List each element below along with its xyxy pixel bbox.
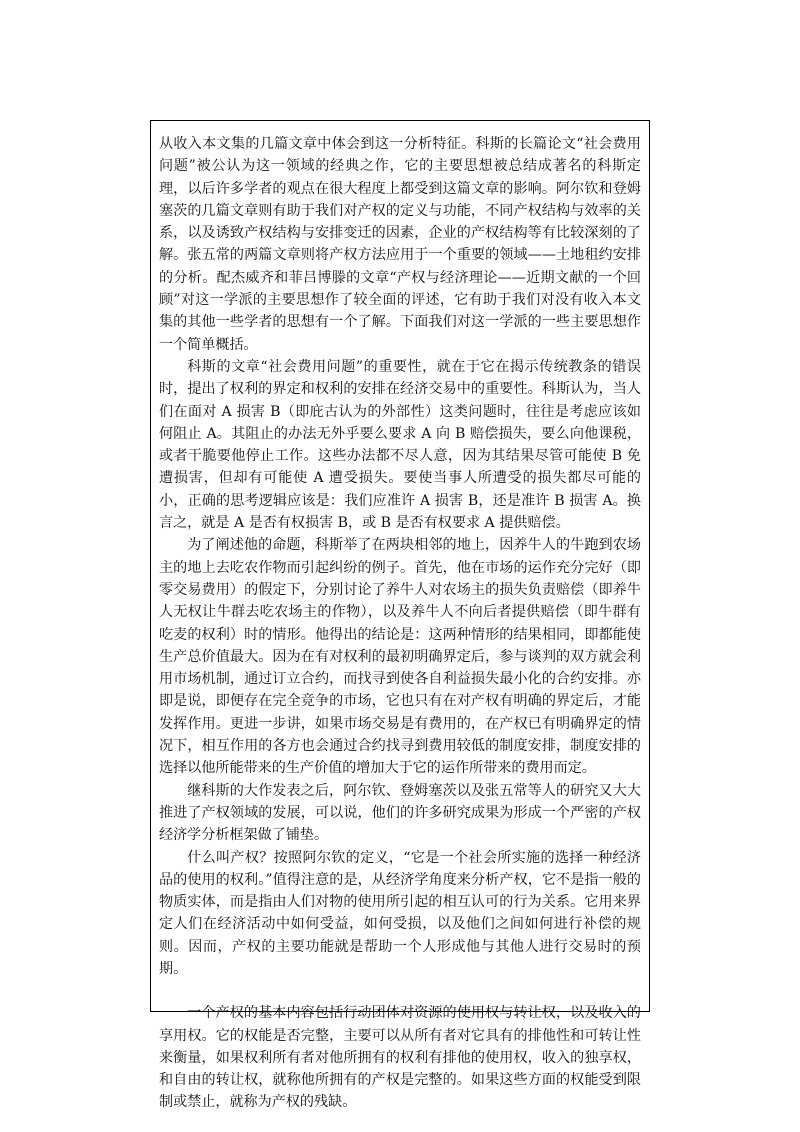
paragraph-5: 什么叫产权？按照阿尔钦的定义，“它是一个社会所实施的选择一种经济品的使用的权利。”值得注意的是，从经济学角度来分析产权，它不是指一般的物质实体，而是指由人们对物的使用所引起的相互认可的行为关系。它用来界定人们在经济活动中如何受益，如何受损，以及他们之间如何进行补偿的规则。因而，产权的主要功能就是帮助一个人形成他与其他人进行交易时的预期。 — [159, 849, 641, 977]
paragraph-6: 一个产权的基本内容包括行动团体对资源的使用权与转让权，以及收入的享用权。它的权能是否完整，主要可以从所有者对它具有的排他性和可转让性来衡量，如果权利所有者对他所拥有的权利有排他的使用权，收入的独享权，和自由的转让权，就称他所拥有的产权是完整的。如果这些方面的权能受到限制或禁止，就称为产权的残缺。 — [159, 1005, 641, 1111]
paragraph-spacer — [159, 980, 641, 1002]
paragraph-2: 科斯的文章“社会费用问题”的重要性，就在于它在揭示传统教条的错误时，提出了权利的界定和权利的安排在经济交易中的重要性。科斯认为，当人们在面对 A 损害 B（即庇古认为的外部性）这类问题时，往往是考虑应该如何阻止 A。其阻止的办法无外乎要么要求 A 向 B 赔偿损失，要么向他课税，或者干脆要他停止工作。这些办法都不尽人意，因为其结果尽管可能使 B 免遭损害，但却有可能使 A 遭受损失。要使当事人所遭受的损失都尽可能的小，正确的思考逻辑应该是：我们应准许 A 损害 B，还是准许 B 损害 A。换言之，就是 A 是否有权损害 B，或 B 是否有权要求 A 提供赔偿。 — [159, 358, 641, 532]
text-frame — [150, 120, 650, 1111]
paragraph-3: 为了阐述他的命题，科斯举了在两块相邻的地上，因养牛人的牛跑到农场主的地上去吃农作物而引起纠纷的例子。首先，他在市场的运作充分完好（即零交易费用）的假定下，分别讨论了养牛人对农场主的损失负责赔偿（即养牛人无权让牛群去吃农场主的作物），以及养牛人不向后者提供赔偿（即牛群有吃麦的权利）时的情形。他得出的结论是：这两种情形的结果相同，即都能使生产总价值最大。因为在有对权利的最初明确界定后，参与谈判的双方就会利用市场机制，通过订立合约，而找寻到使各自利益损失最小化的合约安排。亦即是说，即便存在完全竞争的市场，它也只有在对产权有明确的界定后，才能发挥作用。更进一步讲，如果市场交易是有费用的，在产权已有明确界定的情况下，相互作用的各方也会通过合约找寻到费用较低的制度安排，制度安排的选择以他所能带来的生产价值的增加大于它的运作所带来的费用而定。 — [159, 537, 641, 777]
paragraph-1: 从收入本文集的几篇文章中体会到这一分析特征。科斯的长篇论文“社会费用问题”被公认为这一领域的经典之作，它的主要思想被总结成著名的科斯定理，以后许多学者的观点在很大程度上都受到这篇文章的影响。阿尔钦和登姆塞茨的几篇文章则有助于我们对产权的定义与功能，不同产权结构与效率的关系，以及诱致产权结构与安排变迁的因素，企业的产权结构等有比较深刻的了解。张五常的两篇文章则将产权方法应用于一个重要的领域——土地租约安排的分析。配杰威齐和菲吕博滕的文章“产权与经济理论——近期文献的一个回顾”对这一学派的主要思想作了较全面的评述，它有助于我们对没有收入本文集的其他一些学者的思想有一个了解。下面我们对这一学派的一些主要思想作一个简单概括。 — [159, 136, 641, 353]
paragraph-4: 继科斯的大作发表之后，阿尔钦、登姆塞茨以及张五常等人的研究又大大推进了产权领域的发展，可以说，他们的许多研究成果为形成一个严密的产权经济学分析框架做了铺垫。 — [159, 782, 641, 844]
